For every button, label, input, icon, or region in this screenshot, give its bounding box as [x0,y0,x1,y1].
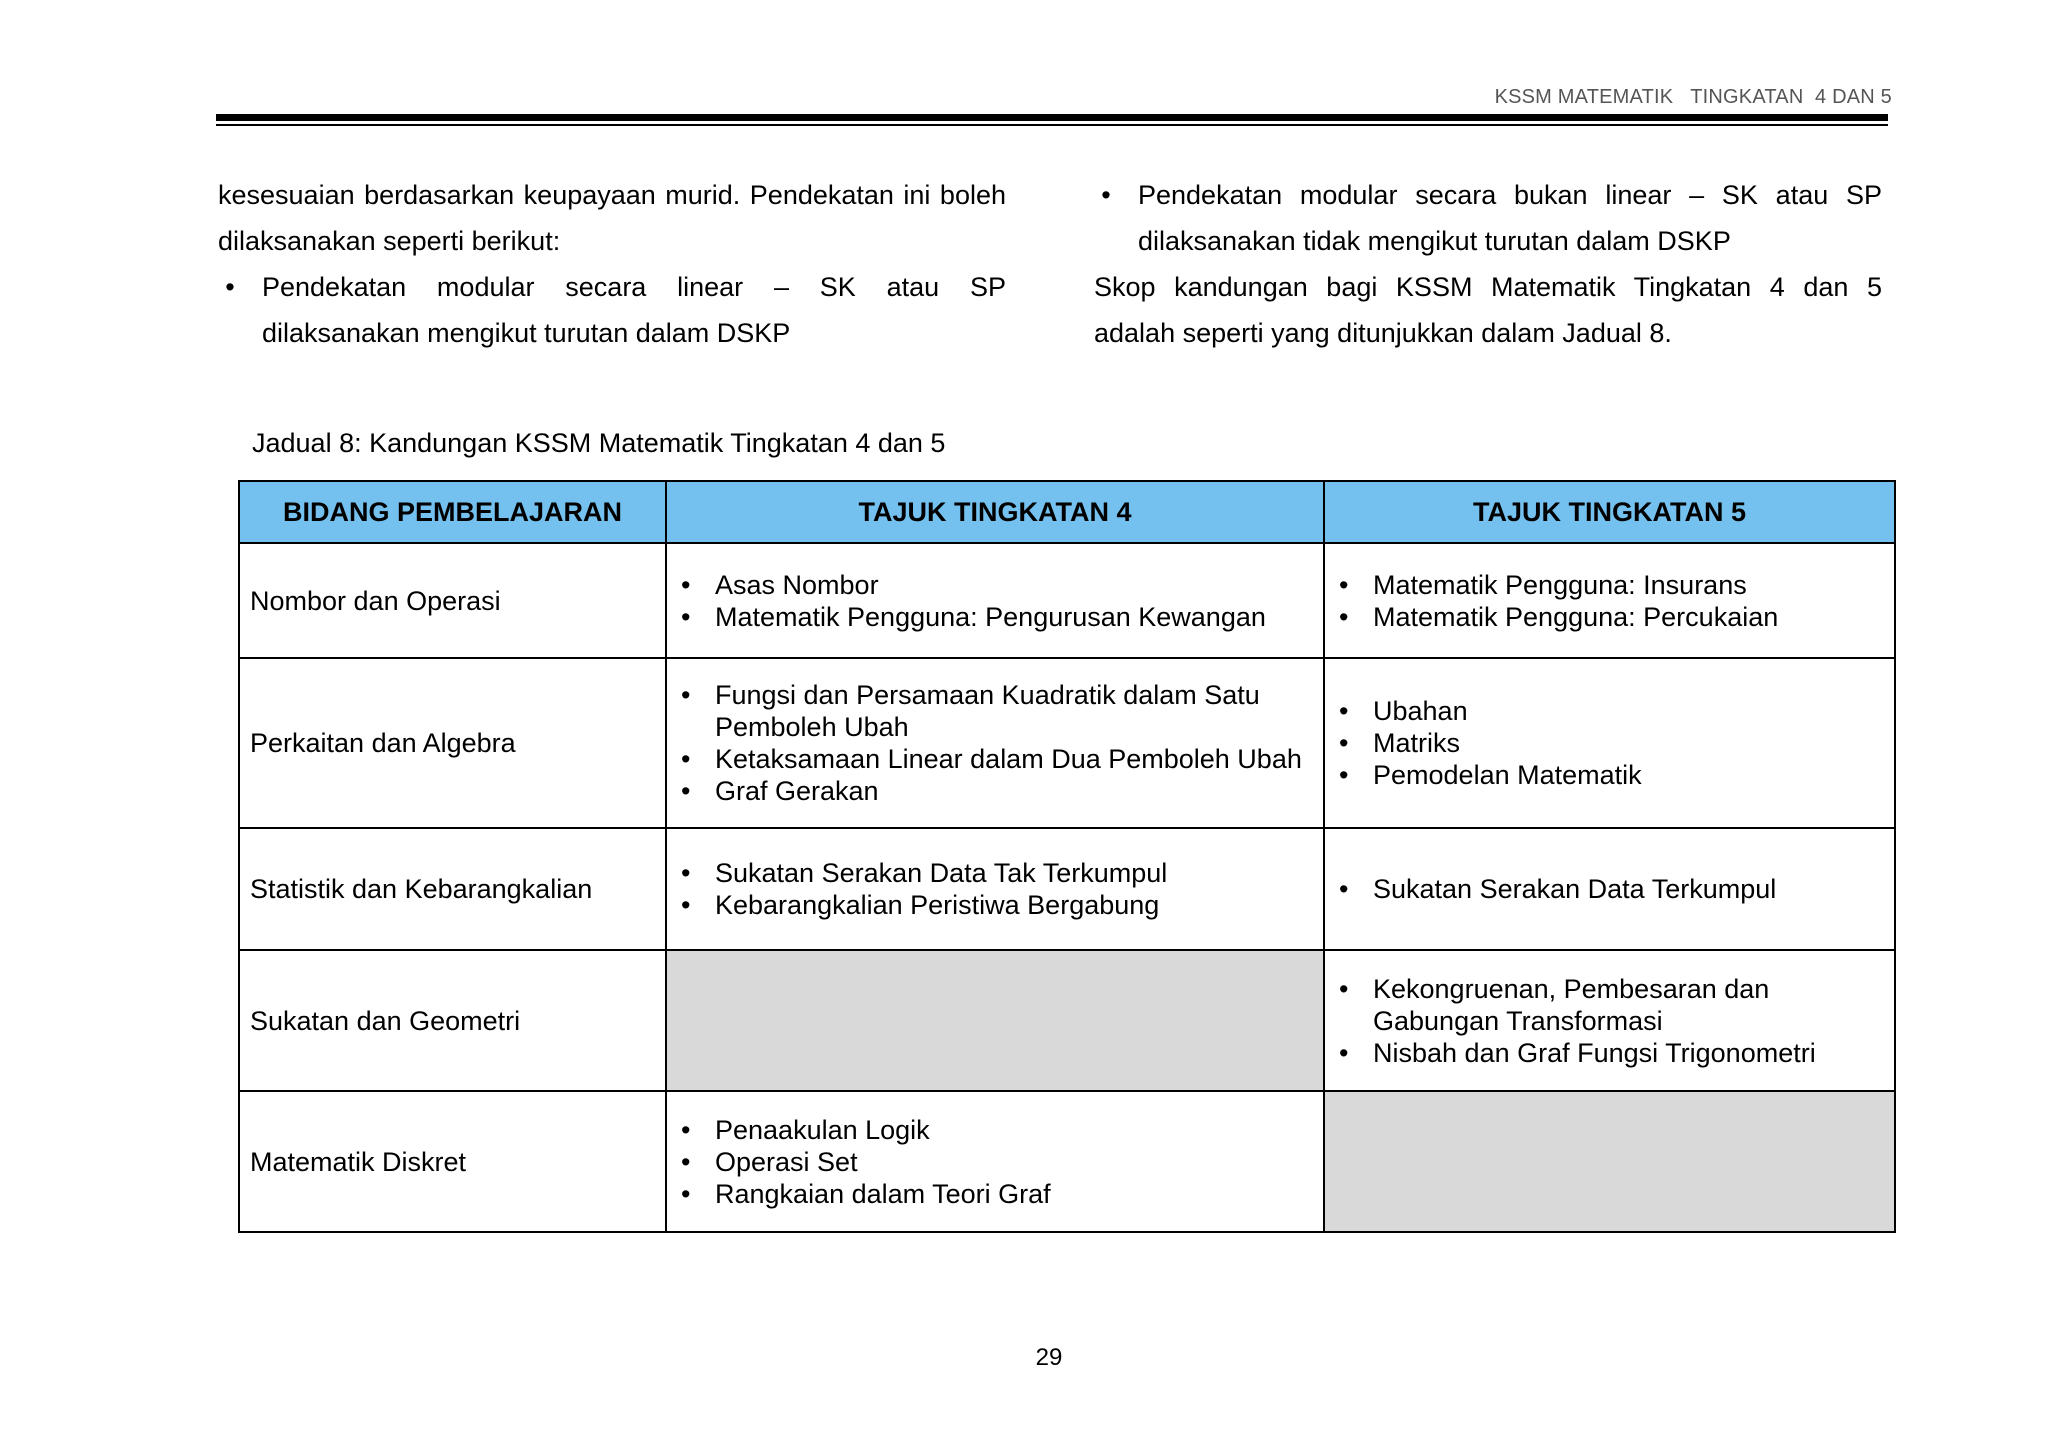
topic-text: Matematik Pengguna: Percukaian [1373,601,1779,632]
bullet-icon: • [1339,874,1349,904]
form5-topics-cell [1324,543,1895,658]
topic-text: Nisbah dan Graf Fungsi Trigonometri [1373,1037,1816,1068]
topic-list [677,569,1313,633]
topic-list [1335,569,1884,633]
bullet-icon: • [681,744,691,774]
bullet-icon: • [1339,601,1349,632]
bullet-icon: • [681,858,691,888]
form4-topics-cell [666,1091,1324,1232]
empty-cell [666,950,1324,1091]
list-item [677,857,1313,889]
list-item-text: Pendekatan modular secara bukan linear – SK atau SP dilaksanakan tidak mengikut turutan dalam DSKP [1138,180,1882,256]
area-cell: Sukatan dan Geometri [239,950,666,1091]
bullet-icon: • [681,890,691,920]
bullet-icon: • [681,1146,691,1177]
topic-text: Ubahan [1373,696,1468,726]
content-table [238,480,1896,1233]
page-number: 29 [1035,1344,1063,1371]
topic-text: Matriks [1373,728,1460,758]
topic-text: Pemodelan Matematik [1373,760,1642,790]
form5-topics-cell [1324,950,1895,1091]
table-header-row [239,481,1895,543]
bullet-icon: • [1339,696,1349,726]
table-caption: Jadual 8: Kandungan KSSM Matematik Tingkatan 4 dan 5 [252,428,946,458]
list-item-text: Pendekatan modular secara linear – SK atau SP dilaksanakan mengikut turutan dalam DSKP [262,272,1006,348]
topic-list [1335,973,1884,1069]
bullet-icon: • [1339,1037,1349,1068]
bullet-icon: • [681,601,691,632]
bullet-icon: • [681,569,691,600]
list-item [677,775,1313,807]
list-item [1335,873,1884,905]
topic-text: Penaakulan Logik [715,1114,930,1145]
bullet-icon: • [681,1178,691,1209]
topic-text: Rangkaian dalam Teori Graf [715,1178,1051,1209]
right-column [1094,172,1882,356]
bullet-icon: • [681,680,691,710]
topic-list [677,857,1313,921]
left-bullet-list [218,264,1006,356]
topic-list [1335,873,1884,905]
topic-list [677,679,1313,807]
form5-topics-cell [1324,828,1895,950]
form5-topics-cell [1324,658,1895,828]
list-item [1335,1037,1884,1069]
form4-topics-cell [666,543,1324,658]
list-item [677,601,1313,633]
left-column [218,172,1006,356]
form4-topics-cell [666,658,1324,828]
list-item [677,1146,1313,1178]
bullet-icon: • [1339,973,1349,1004]
area-cell: Matematik Diskret [239,1091,666,1232]
header-rule-thick [216,114,1888,121]
table-row [239,950,1895,1091]
bullet-icon: • [1339,760,1349,790]
list-item [1335,569,1884,601]
area-cell: Statistik dan Kebarangkalian [239,828,666,950]
table-row [239,1091,1895,1232]
bullet-icon: • [1339,728,1349,758]
list-item [1335,695,1884,727]
area-cell: Nombor dan Operasi [239,543,666,658]
list-item [1335,727,1884,759]
list-item [218,264,1006,356]
right-paragraph: Skop kandungan bagi KSSM Matematik Tingkatan 4 dan 5 adalah seperti yang ditunjukkan dalam Jadual 8. [1094,272,1882,348]
topic-text: Sukatan Serakan Data Tak Terkumpul [715,858,1168,888]
list-item [1335,759,1884,791]
topic-text: Kekongruenan, Pembesaran dan Gabungan Transformasi [1373,973,1770,1036]
topic-text: Operasi Set [715,1146,858,1177]
topic-text: Fungsi dan Persamaan Kuadratik dalam Satu Pemboleh Ubah [715,680,1260,742]
table-body [239,543,1895,1232]
topic-text: Matematik Pengguna: Pengurusan Kewangan [715,601,1266,632]
left-paragraph: kesesuaian berdasarkan keupayaan murid. Pendekatan ini boleh dilaksanakan seperti berikut: [218,180,1006,256]
list-item [677,1178,1313,1210]
table-row [239,828,1895,950]
topic-text: Sukatan Serakan Data Terkumpul [1373,874,1777,904]
table-row [239,658,1895,828]
list-item [1335,601,1884,633]
column-header-form4: TAJUK TINGKATAN 4 [666,481,1324,543]
bullet-icon: • [681,1114,691,1145]
topic-text: Graf Gerakan [715,776,879,806]
right-bullet-list [1094,172,1882,264]
topic-text: Kebarangkalian Peristiwa Bergabung [715,890,1160,920]
area-cell: Perkaitan dan Algebra [239,658,666,828]
form4-topics-cell [666,828,1324,950]
topic-list [1335,695,1884,791]
list-item [677,569,1313,601]
empty-cell [1324,1091,1895,1232]
bullet-icon: • [1339,569,1349,600]
list-item [1094,172,1882,264]
table-row [239,543,1895,658]
topic-list [677,1114,1313,1210]
list-item [677,679,1313,743]
list-item [677,1114,1313,1146]
bullet-icon: • [1101,180,1111,210]
topic-text: Ketaksamaan Linear dalam Dua Pemboleh Ubah [715,744,1302,774]
header-rule-thin [216,124,1888,126]
topic-text: Asas Nombor [715,569,879,600]
list-item [1335,973,1884,1037]
topic-text: Matematik Pengguna: Insurans [1373,569,1747,600]
bullet-icon: • [225,272,235,302]
list-item [677,889,1313,921]
column-header-area: BIDANG PEMBELAJARAN [239,481,666,543]
list-item [677,743,1313,775]
column-header-form5: TAJUK TINGKATAN 5 [1324,481,1895,543]
bullet-icon: • [681,776,691,806]
running-header: KSSM MATEMATIK TINGKATAN 4 DAN 5 [1494,86,1892,108]
